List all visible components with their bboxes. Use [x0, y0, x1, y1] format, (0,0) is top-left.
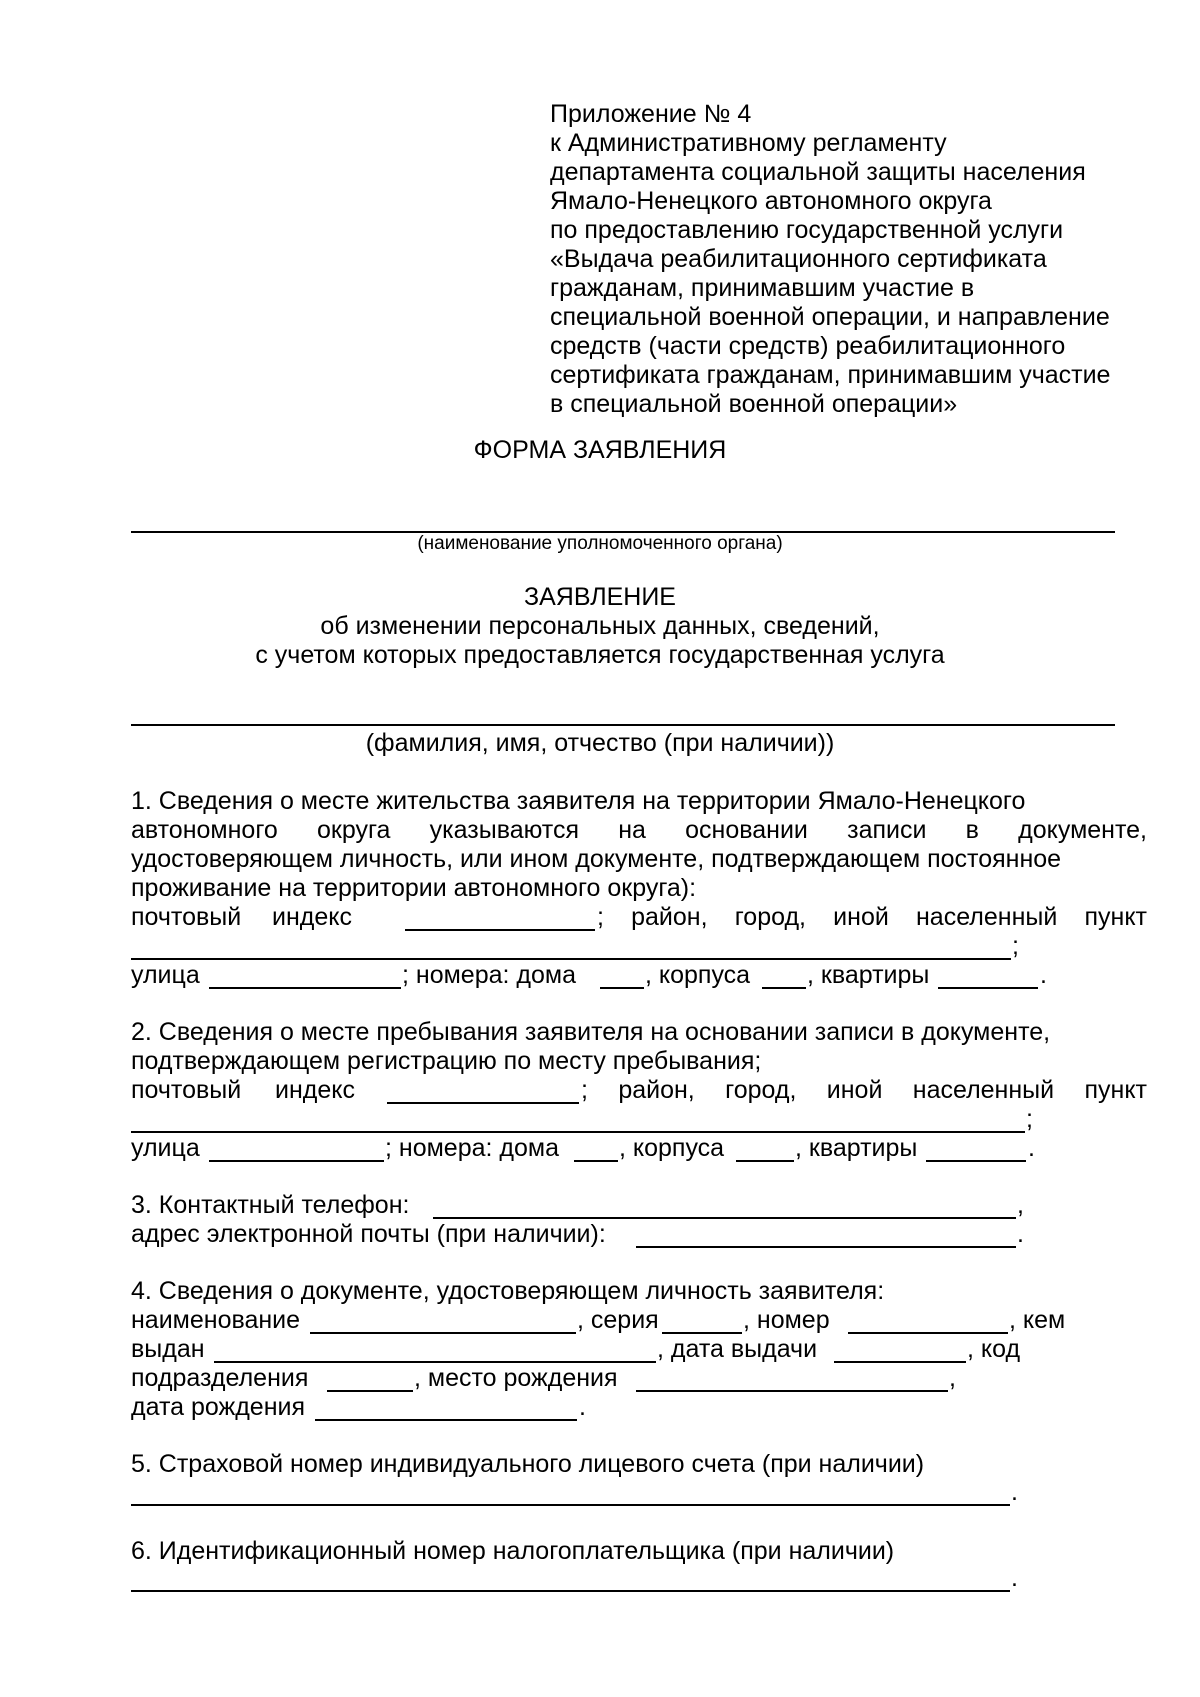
section2-street-label: улица — [131, 1134, 200, 1162]
section1-line4: проживание на территории автономного округа): — [131, 874, 697, 902]
fio-caption: (фамилия, имя, отчество (при наличии)) — [365, 729, 835, 757]
doc-number-field[interactable] — [848, 1332, 1008, 1334]
section2-semicolon: ; — [1026, 1105, 1033, 1133]
section5-label: 5. Страховой номер индивидуального лицевого счета (при наличии) — [131, 1450, 925, 1478]
section6-label: 6. Идентификационный номер налогоплательщика (при наличии) — [131, 1537, 895, 1565]
section4-name-label: наименование — [131, 1306, 301, 1334]
birthdate-field[interactable] — [315, 1419, 577, 1421]
section2-district-label: ; район, город, иной населенный пункт — [581, 1076, 1147, 1104]
section1-district-label: ; район, город, иной населенный пункт — [597, 903, 1147, 931]
section5-end: . — [1011, 1478, 1018, 1506]
appendix-line: средств (части средств) реабилитационного — [550, 332, 1066, 360]
statement-subtitle-1: об изменении персональных данных, сведений, — [320, 612, 880, 640]
appendix-line: департамента социальной защиты населения — [550, 158, 1086, 186]
section4-number-label: , номер — [743, 1306, 830, 1334]
section4-end: . — [579, 1393, 586, 1421]
section2-postal-index-field[interactable] — [387, 1102, 579, 1104]
birthplace-field[interactable] — [636, 1390, 948, 1392]
appendix-line: в специальной военной операции» — [550, 390, 958, 418]
section6-end: . — [1011, 1564, 1018, 1592]
doc-name-field[interactable] — [310, 1332, 576, 1334]
appendix-line: Ямало-Ненецкого автономного округа — [550, 187, 992, 215]
doc-series-field[interactable] — [662, 1332, 742, 1334]
section3-phone-label: 3. Контактный телефон: — [131, 1191, 410, 1219]
section2-building-field[interactable] — [736, 1160, 794, 1162]
statement-title: ЗАЯВЛЕНИЕ — [523, 583, 676, 611]
appendix-line: сертификата гражданам, принимавшим участие — [550, 361, 1111, 389]
section1-postal-index-field[interactable] — [405, 929, 595, 931]
appendix-line: к Административному регламенту — [550, 129, 947, 157]
section4-code-label: , код — [967, 1335, 1021, 1363]
section2-line2: подтверждающем регистрацию по месту пребывания; — [131, 1047, 762, 1075]
section1-line2 — [131, 816, 1147, 845]
section1-line1: 1. Сведения о месте жительства заявителя на территории Ямало-Ненецкого — [131, 787, 1026, 815]
authority-caption: (наименование уполномоченного органа) — [417, 533, 783, 554]
section4-date-label: , дата выдачи — [657, 1335, 818, 1363]
section1-postal-label: почтовый — [131, 903, 242, 931]
doc-issuer-field[interactable] — [214, 1361, 656, 1363]
section2-locality-field[interactable] — [131, 1131, 1025, 1133]
section1-house-label: ; номера: дома — [402, 961, 576, 989]
appendix-line: «Выдача реабилитационного сертификата — [550, 245, 1047, 273]
phone-field[interactable] — [433, 1217, 1016, 1219]
section2-house-label: ; номера: дома — [385, 1134, 559, 1162]
section1-line2-text: автономного округа указываются на основании записи в документе, — [131, 816, 1147, 844]
section1-index-label: индекс — [272, 903, 352, 931]
section1-street-label: улица — [131, 961, 200, 989]
section1-house-field[interactable] — [600, 987, 644, 989]
section1-line3: удостоверяющем личность, или ином документе, подтверждающем постоянное — [131, 845, 1062, 873]
section2-line1: 2. Сведения о месте пребывания заявителя на основании записи в документе, — [131, 1018, 1051, 1046]
inn-field[interactable] — [131, 1590, 1010, 1592]
section4-issued-label: , кем — [1009, 1306, 1066, 1334]
section4-series-label: , серия — [577, 1306, 659, 1334]
section3-email-end: . — [1017, 1220, 1024, 1248]
snils-field[interactable] — [131, 1504, 1010, 1506]
section2-end: . — [1028, 1134, 1035, 1162]
section3-email-label: адрес электронной почты (при наличии): — [131, 1220, 606, 1248]
fio-line — [131, 724, 1115, 726]
section4-birthplace-label: , место рождения — [414, 1364, 618, 1392]
appendix-line: гражданам, принимавшим участие в — [550, 274, 975, 302]
section1-locality-field[interactable] — [131, 958, 1011, 960]
section2-building-label: , корпуса — [619, 1134, 725, 1162]
section1-end: . — [1040, 961, 1047, 989]
section2-street-field[interactable] — [209, 1160, 384, 1162]
section1-street-field[interactable] — [209, 987, 401, 989]
appendix-line: специальной военной операции, и направление — [550, 303, 1110, 331]
form-title: ФОРМА ЗАЯВЛЕНИЯ — [473, 436, 727, 464]
doc-division-code-field[interactable] — [327, 1390, 413, 1392]
section2-index-label: индекс — [275, 1076, 355, 1104]
section2-flat-field[interactable] — [926, 1160, 1026, 1162]
section3-phone-end: , — [1017, 1191, 1024, 1219]
section2-house-field[interactable] — [574, 1160, 618, 1162]
section4-division-label: подразделения — [131, 1364, 309, 1392]
section1-flat-label: , квартиры — [807, 961, 930, 989]
section4-line1: 4. Сведения о документе, удостоверяющем личность заявителя: — [131, 1277, 885, 1305]
appendix-block — [550, 100, 1110, 419]
section2-postal-label: почтовый — [131, 1076, 242, 1104]
section2-flat-label: , квартиры — [795, 1134, 918, 1162]
email-field[interactable] — [636, 1246, 1016, 1248]
section1-flat-field[interactable] — [938, 987, 1038, 989]
section1-building-label: , корпуса — [645, 961, 751, 989]
section1-building-field[interactable] — [762, 987, 806, 989]
section4-birthdate-label: дата рождения — [131, 1393, 306, 1421]
doc-issue-date-field[interactable] — [834, 1361, 966, 1363]
section4-comma: , — [949, 1364, 956, 1392]
statement-subtitle-2: с учетом которых предоставляется государственная услуга — [255, 641, 945, 669]
appendix-line: Приложение № 4 — [550, 100, 752, 128]
section1-semicolon: ; — [1012, 932, 1019, 960]
section4-issued-label2: выдан — [131, 1335, 205, 1363]
appendix-line: по предоставлению государственной услуги — [550, 216, 1064, 244]
